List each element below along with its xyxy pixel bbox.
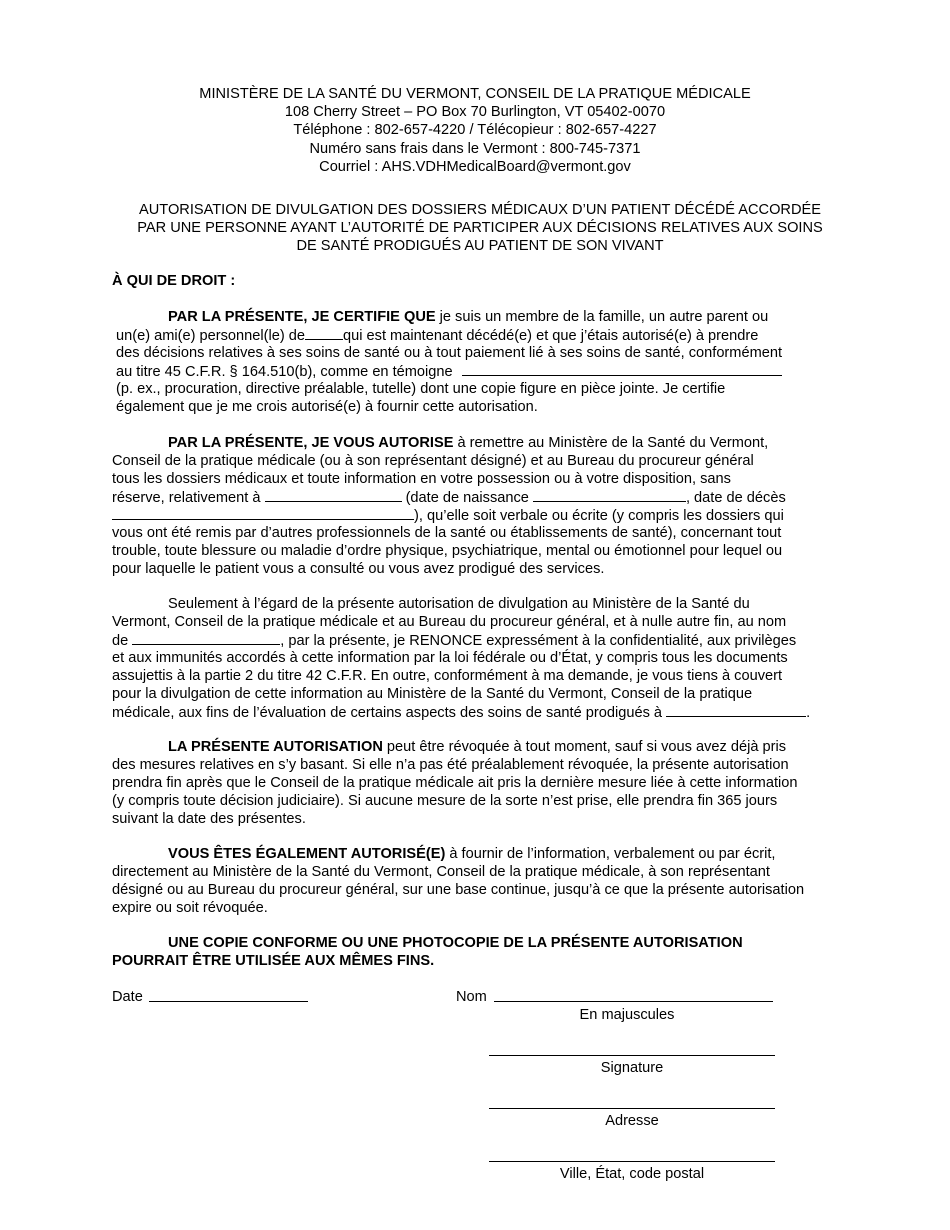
paragraph-waiver bbox=[112, 595, 857, 721]
address-field[interactable] bbox=[489, 1108, 775, 1109]
header-email: Courriel : AHS.VDHMedicalBoard@vermont.gov bbox=[319, 158, 631, 175]
title-line-1: AUTORISATION DE DIVULGATION DES DOSSIERS MÉDICAUX D’UN PATIENT DÉCÉDÉ ACCORDÉE bbox=[139, 202, 821, 218]
text: à remettre au Ministère de la Santé du Vermont, bbox=[453, 435, 769, 451]
signature-caption: Signature bbox=[600, 1060, 664, 1076]
text: de bbox=[112, 633, 129, 649]
text: qui est maintenant décédé(e) et que j’étais autorisé(e) à prendre bbox=[343, 328, 759, 344]
text: pour la divulgation de cette information au Ministère de la Santé du Vermont, Conseil de la pratique bbox=[112, 686, 753, 702]
name-field[interactable] bbox=[494, 1001, 773, 1002]
paragraph-certification bbox=[112, 308, 857, 416]
evidence-field[interactable] bbox=[462, 362, 782, 376]
waiver-name-field[interactable] bbox=[132, 631, 280, 645]
text: désigné ou au Bureau du procureur général, sur une base continue, jusqu’à ce que la présente autorisation bbox=[112, 882, 805, 898]
text: médicale, aux fins de l’évaluation de certains aspects des soins de santé prodigués à bbox=[112, 705, 663, 721]
city-state-zip-field[interactable] bbox=[489, 1161, 775, 1162]
care-recipient-field[interactable] bbox=[666, 703, 806, 717]
header-toll-free: Numéro sans frais dans le Vermont : 800-745-7371 bbox=[309, 140, 641, 157]
paragraph-authorization bbox=[112, 434, 857, 578]
name-label: Nom bbox=[456, 989, 487, 1005]
address-caption: Adresse bbox=[605, 1113, 659, 1129]
text: , date de décès bbox=[685, 490, 786, 506]
paragraph-revocation bbox=[112, 738, 857, 828]
bold-lead: PAR LA PRÉSENTE, JE CERTIFIE QUE bbox=[168, 309, 436, 325]
text: , par la présente, je RENONCE expressément à la confidentialité, aux privilèges bbox=[280, 633, 797, 649]
text: Vermont, Conseil de la pratique médicale et au Bureau du procureur général, et à nulle autre fin, au nom bbox=[112, 614, 787, 630]
text: directement au Ministère de la Santé du Vermont, Conseil de la pratique médicale, à son représentant bbox=[112, 864, 770, 880]
text: prendra fin après que le Conseil de la pratique médicale ait pris la dernière mesure liée à cette information bbox=[112, 775, 798, 791]
text: je suis un membre de la famille, un autre parent ou bbox=[435, 309, 769, 325]
text: (date de naissance bbox=[405, 490, 529, 506]
text: pour laquelle le patient vous a consulté ou vous avez prodigué des services. bbox=[112, 561, 605, 577]
header-address: 108 Cherry Street – PO Box 70 Burlington, VT 05402-0070 bbox=[284, 104, 666, 121]
paragraph-further-authorization bbox=[112, 845, 857, 917]
text: Seulement à l’égard de la présente autorisation de divulgation au Ministère de la Santé du bbox=[168, 596, 750, 612]
title-line-2: PAR UNE PERSONNE AYANT L’AUTORITÉ DE PARTICIPER AUX DÉCISIONS RELATIVES AUX SOINS bbox=[137, 220, 823, 237]
bold-lead: VOUS ÊTES ÉGALEMENT AUTORISÉ(E) bbox=[168, 846, 446, 862]
text: au titre 45 C.F.R. § 164.510(b), comme en témoigne bbox=[116, 364, 453, 380]
text: expire ou soit révoquée. bbox=[112, 900, 268, 916]
deceased-name-field[interactable] bbox=[305, 326, 343, 340]
date-label: Date bbox=[112, 989, 143, 1005]
name-caption: En majuscules bbox=[579, 1007, 675, 1023]
title-line-3: DE SANTÉ PRODIGUÉS AU PATIENT DE SON VIVANT bbox=[296, 238, 664, 255]
text: . bbox=[806, 705, 811, 721]
header-phone: Téléphone : 802-657-4220 / Télécopieur : 802-657-4227 bbox=[293, 122, 657, 139]
text: Conseil de la pratique médicale (ou à son représentant désigné) et au Bureau du procureur général bbox=[112, 453, 754, 469]
text: des mesures relatives en s’y basant. Si elle n’a pas été préalablement révoquée, la présente autorisation bbox=[112, 757, 789, 773]
paragraph-copy-notice bbox=[112, 934, 857, 970]
text: un(e) ami(e) personnel(le) de bbox=[116, 328, 305, 344]
bold-lead: PAR LA PRÉSENTE, JE VOUS AUTORISE bbox=[168, 435, 454, 451]
text: POURRAIT ÊTRE UTILISÉE AUX MÊMES FINS. bbox=[112, 953, 435, 969]
signature-field[interactable] bbox=[489, 1055, 775, 1056]
header-ministry: MINISTÈRE DE LA SANTÉ DU VERMONT, CONSEIL DE LA PRATIQUE MÉDICALE bbox=[199, 86, 751, 102]
text: à fournir de l’information, verbalement ou par écrit, bbox=[445, 846, 776, 862]
text: suivant la date des présentes. bbox=[112, 811, 306, 827]
letterhead bbox=[0, 85, 950, 176]
death-date-field[interactable] bbox=[112, 506, 414, 520]
document-title bbox=[100, 201, 860, 256]
text: UNE COPIE CONFORME OU UNE PHOTOCOPIE DE LA PRÉSENTE AUTORISATION bbox=[168, 935, 743, 951]
text: tous les dossiers médicaux et toute information en votre possession ou à votre disposition, sans bbox=[112, 471, 731, 487]
text: vous ont été remis par d’autres professionnels de la santé ou établissements de santé), concernant tout bbox=[112, 525, 782, 541]
patient-name-field[interactable] bbox=[265, 488, 402, 502]
text: peut être révoquée à tout moment, sauf si vous avez déjà pris bbox=[382, 739, 787, 755]
text: (y compris toute décision judiciaire). Si aucune mesure de la sorte n’est prise, elle prendra fin 365 jours bbox=[112, 793, 778, 809]
text: réserve, relativement à bbox=[112, 490, 261, 506]
text: des décisions relatives à ses soins de santé ou à tout paiement lié à ses soins de santé, conformément bbox=[116, 345, 783, 361]
text: (p. ex., procuration, directive préalable, tutelle) dont une copie figure en pièce jointe. Je certifie bbox=[116, 381, 726, 397]
text: trouble, toute blessure ou maladie d’ordre physique, psychiatrique, mental ou émotionnel pour lequel ou bbox=[112, 543, 783, 559]
bold-lead: LA PRÉSENTE AUTORISATION bbox=[168, 739, 383, 755]
birth-date-field[interactable] bbox=[533, 488, 686, 502]
city-state-zip-caption: Ville, État, code postal bbox=[559, 1166, 705, 1182]
date-field[interactable] bbox=[149, 1001, 308, 1002]
text: et aux immunités accordés à cette information par la loi fédérale ou d’État, y compris tous les documents bbox=[112, 650, 788, 666]
salutation: À QUI DE DROIT : bbox=[112, 273, 236, 289]
text: également que je me crois autorisé(e) à fournir cette autorisation. bbox=[116, 399, 538, 415]
text: assujettis à la partie 2 du titre 42 C.F.R. En outre, conformément à ma demande, je vous tiens à couvert bbox=[112, 668, 783, 684]
text: ), qu’elle soit verbale ou écrite (y compris les dossiers qui bbox=[414, 508, 784, 524]
